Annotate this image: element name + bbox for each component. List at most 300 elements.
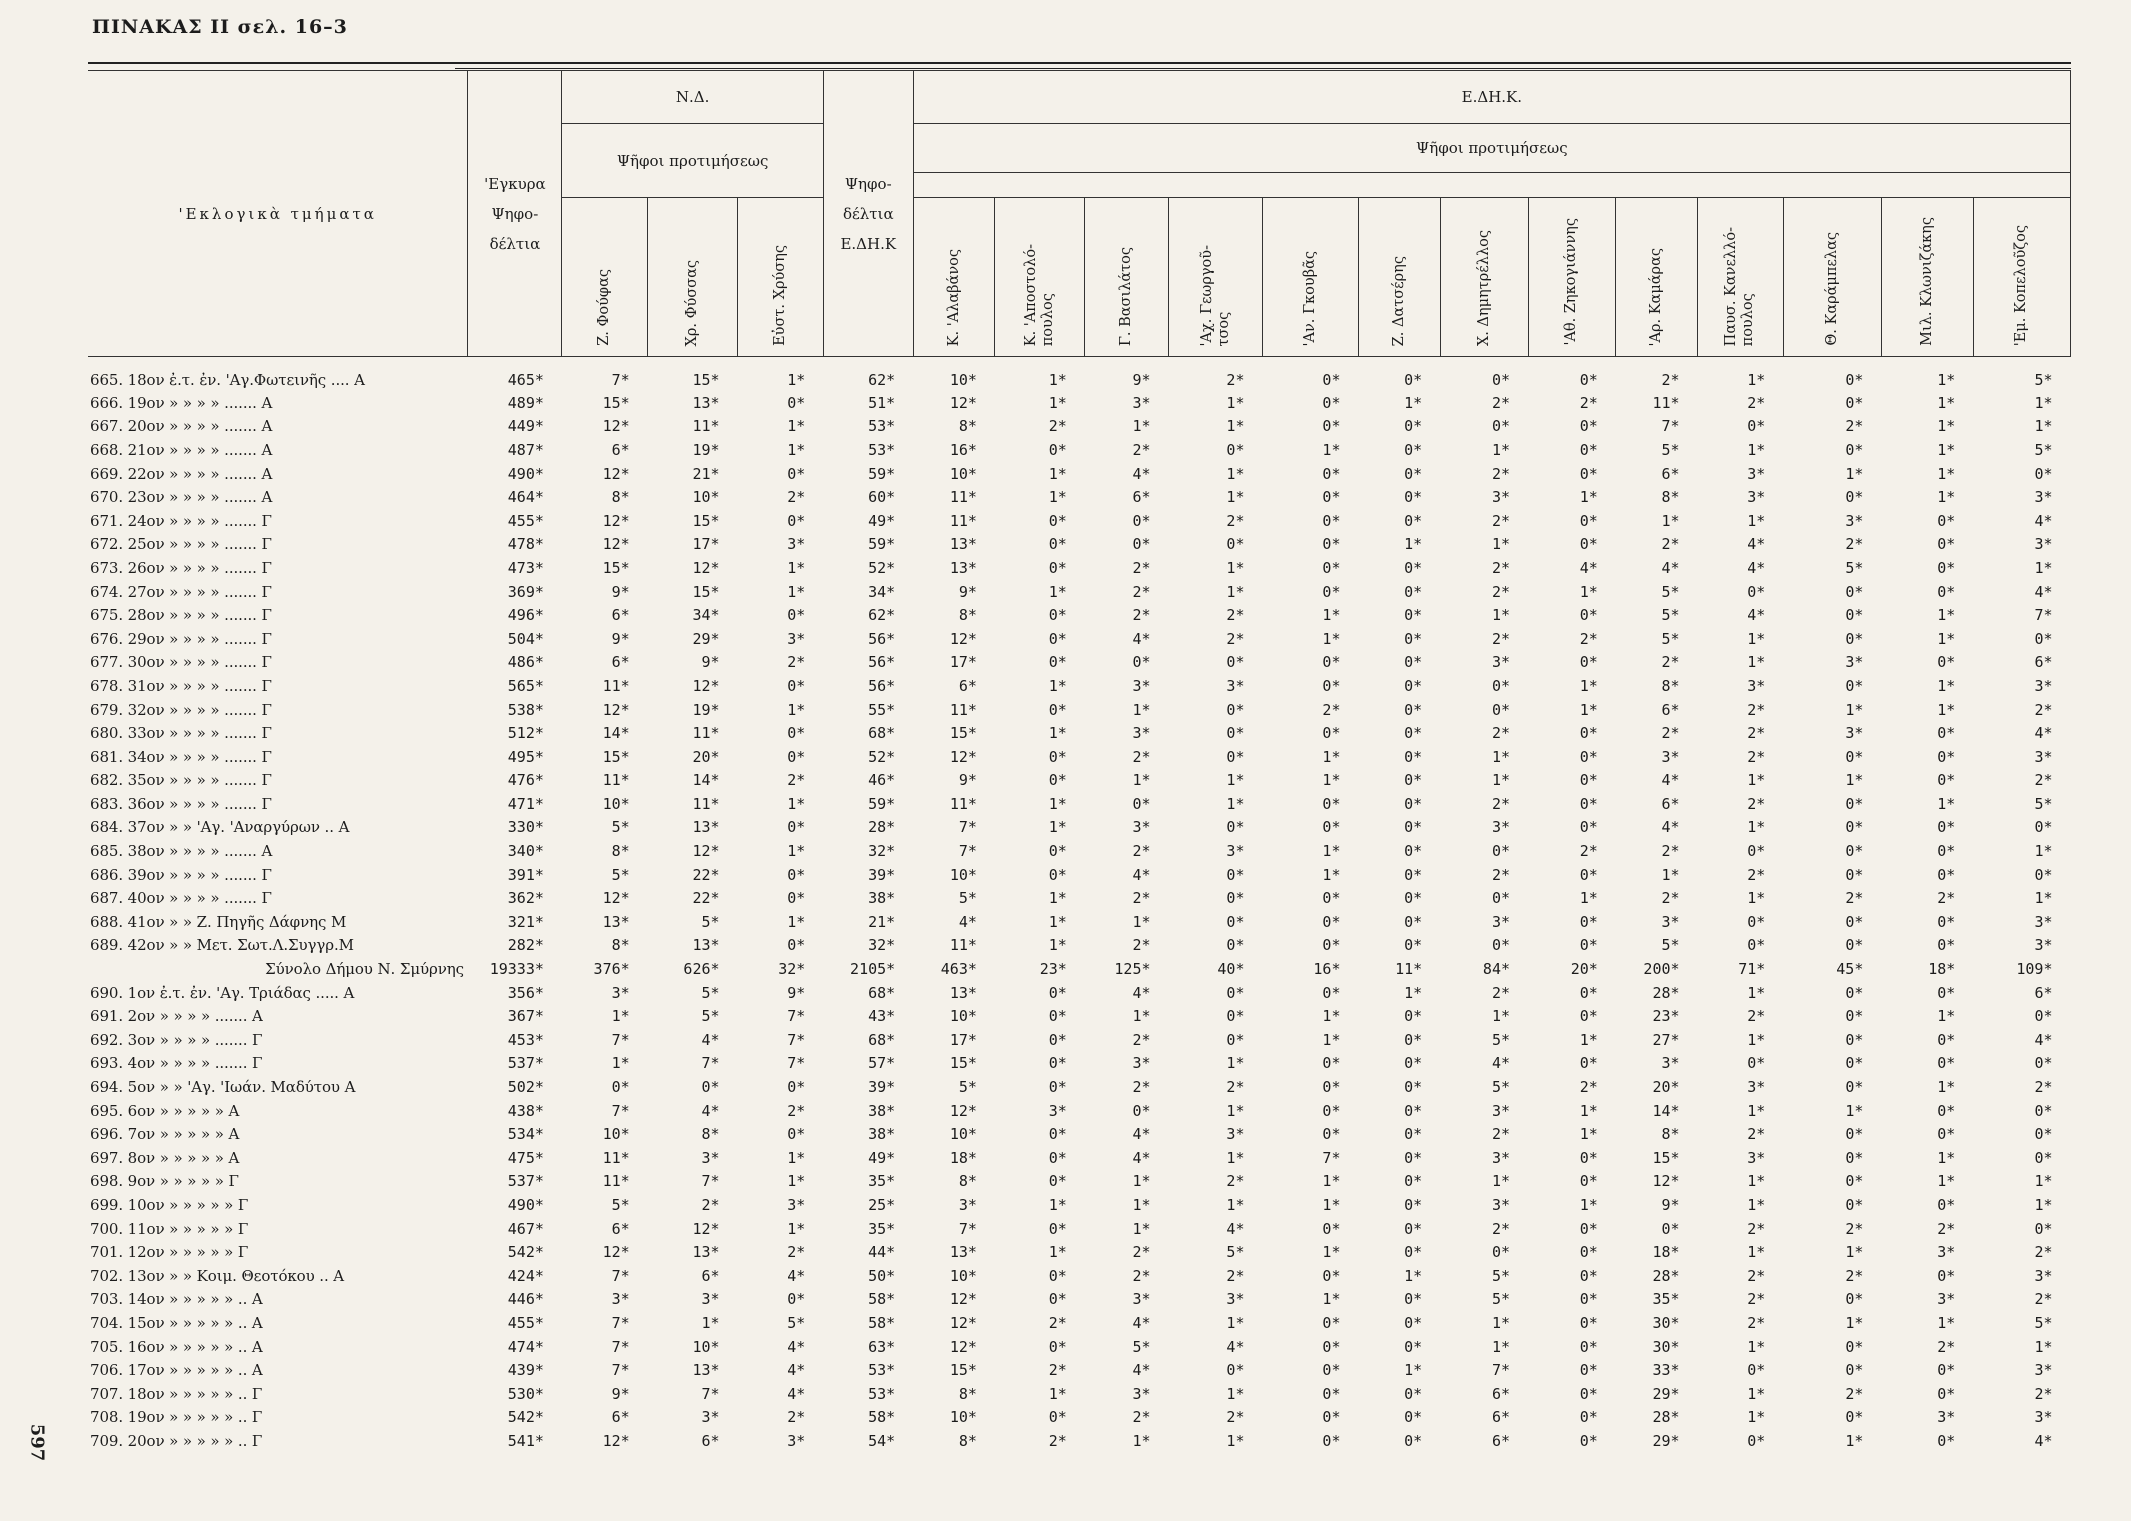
vote-cell: 12* (602, 1243, 630, 1262)
vote-cell: 0* (1845, 1007, 1864, 1026)
vote-cell: 1* (1747, 511, 1766, 530)
vote-cell: 0* (1404, 747, 1423, 766)
vote-cell: 453* (507, 1030, 544, 1049)
vote-cell: 7* (611, 1313, 630, 1332)
vote-cell: 2* (1747, 794, 1766, 813)
vote-cell: 20* (1570, 960, 1598, 979)
section-label: 693. 4ον » » » » ....... Γ (90, 1054, 263, 1073)
vote-cell: 58* (868, 1408, 896, 1427)
vote-cell: 3* (1132, 1290, 1151, 1309)
vote-cell: 68* (868, 983, 896, 1002)
vote-cell: 1* (1226, 794, 1245, 813)
vote-cell: 11* (692, 724, 720, 743)
vote-cell: 0* (1132, 653, 1151, 672)
vote-cell: 0* (1579, 535, 1598, 554)
vote-cell: 0* (787, 724, 806, 743)
vote-cell: 0* (1404, 1384, 1423, 1403)
vote-cell: 1* (1747, 889, 1766, 908)
table-row (88, 1004, 2071, 1028)
vote-cell: 1* (1937, 1078, 1956, 1097)
vote-cell: 20* (1652, 1078, 1680, 1097)
vote-cell: 7* (1322, 1148, 1341, 1167)
vote-cell: 4* (1661, 558, 1680, 577)
vote-cell: 0* (1226, 653, 1245, 672)
vote-cell: 0* (1404, 865, 1423, 884)
vote-cell: 0* (1322, 936, 1341, 955)
vote-cell: 0* (1579, 936, 1598, 955)
vote-cell: 13* (692, 393, 720, 412)
vote-cell: 0* (2034, 1125, 2053, 1144)
vote-cell: 23* (1652, 1007, 1680, 1026)
vote-cell: 15* (1652, 1148, 1680, 1167)
table-row (88, 462, 2071, 486)
section-label: 668. 21ον » » » » ....... Α (90, 440, 273, 459)
vote-cell: 1* (1491, 606, 1511, 625)
vote-cell: 0* (1937, 747, 1956, 766)
section-label: 678. 31ον » » » » ....... Γ (90, 676, 272, 695)
table-row (88, 627, 2071, 651)
vote-cell: 0* (1322, 1101, 1341, 1120)
vote-cell: 12* (949, 747, 977, 766)
vote-cell: 2* (1048, 1313, 1067, 1332)
vote-cell: 6* (611, 606, 630, 625)
vote-cell: 16* (949, 440, 977, 459)
vote-cell: 1* (1747, 629, 1766, 648)
table-row (88, 698, 2071, 722)
vote-cell: 0* (1404, 1148, 1423, 1167)
vote-cell: 0* (1845, 393, 1864, 412)
vote-cell: 0* (1579, 371, 1598, 389)
vote-cell: 1* (787, 440, 806, 459)
vote-cell: 15* (692, 371, 720, 389)
vote-cell: 0* (1661, 1219, 1680, 1238)
vote-cell: 1* (1404, 535, 1423, 554)
vote-cell: 1* (787, 794, 806, 813)
vote-cell: 32* (868, 842, 896, 861)
vote-cell: 4* (2034, 1431, 2053, 1450)
vote-cell: 5* (701, 1007, 720, 1026)
vote-cell: 49* (868, 511, 896, 530)
vote-cell: 3* (1661, 747, 1680, 766)
vote-cell: 7* (1661, 417, 1680, 436)
vote-cell: 0* (1937, 535, 1956, 554)
vote-cell: 1* (1048, 818, 1067, 837)
vote-cell: 2* (787, 488, 806, 507)
vote-cell: 4* (1132, 983, 1151, 1002)
vote-cell: 0* (1226, 724, 1245, 743)
nd-candidate-header-1 (562, 198, 648, 357)
vote-cell: 0* (2034, 629, 2053, 648)
vote-cell: 3* (1491, 488, 1511, 507)
vote-cell: 502* (507, 1078, 544, 1097)
vote-cell: 2* (1322, 700, 1341, 719)
vote-cell: 19* (692, 440, 720, 459)
vote-cell: 0* (787, 889, 806, 908)
vote-cell: 12* (602, 464, 630, 483)
vote-cell: 2* (1132, 936, 1151, 955)
section-label: 681. 34ον » » » » ....... Γ (90, 747, 272, 766)
section-label: 686. 39ον » » » » ....... Γ (90, 865, 272, 884)
vote-cell: 12* (692, 842, 720, 861)
vote-cell: 2* (1226, 606, 1245, 625)
vote-cell: 6* (1661, 700, 1680, 719)
edik-candidate-header-6 (1358, 198, 1440, 357)
vote-cell: 0* (1404, 1243, 1423, 1262)
vote-cell: 0* (1845, 747, 1864, 766)
vote-cell: 1* (611, 1054, 630, 1073)
vote-cell: 1* (1048, 582, 1067, 601)
section-label: 695. 6ον » » » » » Α (90, 1101, 240, 1120)
vote-cell: 4* (1226, 1337, 1245, 1356)
vote-cell: 2* (1747, 1125, 1766, 1144)
vote-cell: 68* (868, 1030, 896, 1049)
vote-cell: 0* (1226, 747, 1245, 766)
vote-cell: 0* (2034, 1219, 2053, 1238)
vote-cell: 537* (507, 1054, 544, 1073)
section-label: 689. 42ον » » Μετ. Σωτ.Λ.Συγγρ.Μ (90, 936, 354, 955)
section-label: 676. 29ον » » » » ....... Γ (90, 629, 272, 648)
vote-cell: 2* (1747, 747, 1766, 766)
vote-cell: 2* (1226, 1266, 1245, 1285)
vote-cell: 53* (868, 1361, 896, 1380)
vote-cell: 1* (2034, 889, 2053, 908)
vote-cell: 11* (602, 1148, 630, 1167)
vote-cell: 4* (1491, 1054, 1511, 1073)
vote-cell: 0* (1491, 842, 1511, 861)
vote-cell: 2* (1132, 1078, 1151, 1097)
vote-cell: 0* (1937, 936, 1956, 955)
vote-cell: 1* (1937, 1313, 1956, 1332)
vote-cell: 0* (1845, 912, 1864, 931)
table-row (88, 792, 2071, 816)
vote-cell: 0* (1579, 983, 1598, 1002)
vote-cell: 6* (611, 653, 630, 672)
vote-cell: 9* (701, 653, 720, 672)
vote-cell: 1* (1132, 1431, 1151, 1450)
vote-cell: 0* (1048, 511, 1067, 530)
vote-cell: 0* (1845, 1148, 1864, 1167)
vote-cell: 1* (1491, 440, 1511, 459)
vote-cell: 0* (1322, 1078, 1341, 1097)
vote-cell: 565* (507, 676, 544, 695)
vote-cell: 29* (1652, 1384, 1680, 1403)
vote-cell: 2* (1226, 1408, 1245, 1427)
vote-cell: 2* (1845, 1219, 1864, 1238)
vote-cell: 7* (958, 842, 977, 861)
vote-cell: 11* (602, 676, 630, 695)
vote-cell: 0* (1937, 771, 1956, 790)
vote-cell: 5* (1661, 936, 1680, 955)
vote-cell: 5* (1845, 558, 1864, 577)
table-row (88, 1052, 2071, 1076)
vote-cell: 8* (611, 488, 630, 507)
vote-cell: 56* (868, 629, 896, 648)
vote-cell: 2* (1845, 1266, 1864, 1285)
vote-cell: 9* (958, 771, 977, 790)
vote-cell: 52* (868, 747, 896, 766)
vote-cell: 0* (1322, 912, 1341, 931)
vote-cell: 4* (1132, 1148, 1151, 1167)
vote-cell: 0* (787, 511, 806, 530)
table-row (88, 556, 2071, 580)
vote-cell: 3* (1747, 676, 1766, 695)
vote-cell: 7* (2034, 606, 2053, 625)
section-label: 708. 19ον » » » » » .. Γ (90, 1408, 263, 1427)
vote-cell: 13* (949, 558, 977, 577)
vote-cell: 53* (868, 417, 896, 436)
vote-cell: 8* (958, 606, 977, 625)
vote-cell: 3* (1226, 1290, 1245, 1309)
vote-cell: 2* (1845, 889, 1864, 908)
vote-cell: 1* (1491, 747, 1511, 766)
nd-party-label: Ν.Δ. (675, 88, 710, 106)
vote-cell: 3* (1747, 1078, 1766, 1097)
vote-cell: 9* (1661, 1195, 1680, 1214)
vote-cell: 1* (1226, 558, 1245, 577)
vote-cell: 1* (1937, 393, 1956, 412)
vote-cell: 0* (1845, 488, 1864, 507)
vote-cell: 0* (1404, 417, 1423, 436)
vote-cell: 1* (2034, 393, 2053, 412)
vote-cell: 463* (940, 960, 977, 979)
vote-cell: 0* (1404, 1219, 1423, 1238)
vote-cell: 2* (1747, 1266, 1766, 1285)
vote-cell: 200* (1643, 960, 1680, 979)
vote-cell: 0* (1404, 1078, 1423, 1097)
vote-cell: 1* (1132, 700, 1151, 719)
vote-cell: 0* (1845, 1290, 1864, 1309)
vote-cell: 13* (949, 535, 977, 554)
vote-cell: 0* (1404, 1431, 1423, 1450)
vote-cell: 1* (1226, 417, 1245, 436)
vote-cell: 5* (958, 889, 977, 908)
vote-cell: 1* (1404, 983, 1423, 1002)
vote-cell: 1* (1322, 1007, 1341, 1026)
vote-cell: 21* (692, 464, 720, 483)
vote-cell: 2* (1226, 1078, 1245, 1097)
vote-cell: 56* (868, 676, 896, 695)
vote-cell: 0* (1579, 511, 1598, 530)
vote-cell: 7* (611, 1361, 630, 1380)
table-row (88, 357, 2071, 392)
vote-cell: 0* (1322, 676, 1341, 695)
vote-cell: 3* (1491, 653, 1511, 672)
vote-cell: 0* (1845, 865, 1864, 884)
vote-cell: 17* (692, 535, 720, 554)
vote-cell: 0* (1845, 1054, 1864, 1073)
vote-cell: 1* (1226, 488, 1245, 507)
vote-cell: 3* (611, 983, 630, 1002)
vote-cell: 1* (1048, 1243, 1067, 1262)
vote-cell: 1* (1048, 464, 1067, 483)
vote-cell: 4* (701, 1101, 720, 1120)
vote-cell: 5* (611, 865, 630, 884)
vote-cell: 0* (1845, 1030, 1864, 1049)
section-label: 667. 20ον » » » » ....... Α (90, 417, 273, 436)
vote-cell: 2* (1937, 1337, 1956, 1356)
edik-candidate-header-7 (1440, 198, 1528, 357)
vote-cell: 0* (1937, 511, 1956, 530)
vote-cell: 0* (1845, 582, 1864, 601)
vote-cell: 1* (1937, 606, 1956, 625)
vote-cell: 5* (1491, 1030, 1511, 1049)
vote-cell: 4* (1132, 1125, 1151, 1144)
section-label: 705. 16ον » » » » » .. Α (90, 1337, 263, 1356)
vote-cell: 0* (1226, 865, 1245, 884)
vote-cell: 4* (1747, 535, 1766, 554)
vote-cell: 2* (1132, 889, 1151, 908)
vote-cell: 3* (1048, 1101, 1067, 1120)
vote-cell: 1* (1048, 371, 1067, 389)
vote-cell: 2* (1048, 1431, 1067, 1450)
vote-cell: 3* (787, 629, 806, 648)
vote-cell: 12* (949, 1337, 977, 1356)
vote-cell: 2* (1226, 511, 1245, 530)
vote-cell: 0* (1048, 865, 1067, 884)
vote-cell: 0* (1404, 1313, 1423, 1332)
vote-cell: 0* (1404, 912, 1423, 931)
section-label: 690. 1ον ἐ.τ. ἐν. 'Αγ. Τριάδας ..... Α (90, 983, 355, 1002)
vote-cell: 5* (611, 1195, 630, 1214)
vote-cell: 0* (1579, 440, 1598, 459)
vote-cell: 0* (1937, 1125, 1956, 1144)
vote-cell: 68* (868, 724, 896, 743)
vote-cell: 3* (1845, 511, 1864, 530)
vote-cell: 537* (507, 1172, 544, 1191)
vote-cell: 2* (1491, 393, 1511, 412)
section-label: 709. 20ον » » » » » .. Γ (90, 1431, 263, 1450)
vote-cell: 2* (701, 1195, 720, 1214)
vote-cell: 0* (1937, 1101, 1956, 1120)
section-label: 694. 5ον » » 'Αγ. 'Ιωάν. Μαδύτου Α (90, 1078, 356, 1097)
vote-cell: 58* (868, 1313, 896, 1332)
table-row (88, 580, 2071, 604)
vote-cell: 0* (1404, 464, 1423, 483)
vote-cell: 44* (868, 1243, 896, 1262)
vote-cell: 63* (868, 1337, 896, 1356)
vote-cell: 10* (692, 1337, 720, 1356)
vote-cell: 4* (1661, 818, 1680, 837)
vote-cell: 0* (1845, 1125, 1864, 1144)
vote-cell: 2* (2034, 1384, 2053, 1403)
vote-cell: 9* (1132, 371, 1151, 389)
vote-cell: 11* (949, 936, 977, 955)
table-row (88, 1406, 2071, 1430)
vote-cell: 0* (1048, 1172, 1067, 1191)
vote-cell: 0* (1226, 1007, 1245, 1026)
vote-cell: 2* (1661, 889, 1680, 908)
vote-cell: 11* (1395, 960, 1423, 979)
vote-cell: 6* (2034, 983, 2053, 1002)
vote-cell: 109* (2016, 960, 2053, 979)
vote-cell: 6* (701, 1431, 720, 1450)
section-label: 697. 8ον » » » » » Α (90, 1148, 240, 1167)
vote-cell: 1* (1937, 629, 1956, 648)
table-row (88, 910, 2071, 934)
vote-cell: 1* (1491, 1337, 1511, 1356)
vote-cell: 17* (949, 1030, 977, 1049)
edik-candidate-name: Θ. Καράμπελας (1823, 232, 1840, 346)
results-table-container (88, 70, 2071, 1453)
vote-cell: 0* (1579, 1172, 1598, 1191)
vote-cell: 0* (787, 676, 806, 695)
vote-cell: 486* (507, 653, 544, 672)
vote-cell: 18* (949, 1148, 977, 1167)
vote-cell: 3* (1937, 1243, 1956, 1262)
vote-cell: 1* (1491, 535, 1511, 554)
table-row (88, 769, 2071, 793)
vote-cell: 1* (787, 1219, 806, 1238)
vote-cell: 53* (868, 440, 896, 459)
vote-cell: 8* (701, 1125, 720, 1144)
vote-cell: 2* (787, 1101, 806, 1120)
vote-cell: 0* (1579, 1408, 1598, 1427)
vote-cell: 0* (1845, 629, 1864, 648)
edik-preference-header (913, 124, 2070, 173)
vote-cell: 59* (868, 535, 896, 554)
vote-cell: 0* (1937, 1030, 1956, 1049)
vote-cell: 3* (2034, 912, 2053, 931)
vote-cell: 2* (1747, 865, 1766, 884)
vote-cell: 0* (1845, 842, 1864, 861)
vote-cell: 5* (2034, 440, 2053, 459)
vote-cell: 1* (1747, 1101, 1766, 1120)
vote-cell: 0* (1132, 1101, 1151, 1120)
section-label: 671. 24ον » » » » ....... Γ (90, 511, 272, 530)
vote-cell: 0* (1048, 1007, 1067, 1026)
vote-cell: 12* (949, 393, 977, 412)
table-row (88, 721, 2071, 745)
table-row (88, 1288, 2071, 1312)
vote-cell: 5* (787, 1313, 806, 1332)
vote-cell: 125* (1114, 960, 1151, 979)
vote-cell: 3* (1132, 393, 1151, 412)
vote-cell: 3* (1132, 1384, 1151, 1403)
vote-cell: 0* (1579, 1007, 1598, 1026)
vote-cell: 15* (602, 393, 630, 412)
vote-cell: 8* (1661, 1125, 1680, 1144)
section-label: 670. 23ον » » » » ....... Α (90, 488, 273, 507)
vote-cell: 21* (868, 912, 896, 931)
vote-cell: 12* (949, 629, 977, 648)
vote-cell: 0* (1579, 1431, 1598, 1450)
edik-candidate-header-11 (1783, 198, 1881, 357)
vote-cell: 1* (2034, 842, 2053, 861)
vote-cell: 11* (602, 771, 630, 790)
vote-cell: 1* (1226, 1313, 1245, 1332)
vote-cell: 0* (1322, 1384, 1341, 1403)
vote-cell: 13* (602, 912, 630, 931)
vote-cell: 0* (1322, 464, 1341, 483)
vote-cell: 0* (1404, 440, 1423, 459)
vote-cell: 29* (1652, 1431, 1680, 1450)
vote-cell: 2* (787, 653, 806, 672)
vote-cell: 1* (1226, 582, 1245, 601)
vote-cell: 0* (1845, 794, 1864, 813)
vote-cell: 4* (2034, 1030, 2053, 1049)
vote-cell: 0* (1404, 1030, 1423, 1049)
vote-cell: 0* (1132, 794, 1151, 813)
vote-cell: 1* (1845, 1431, 1864, 1450)
vote-cell: 376* (593, 960, 630, 979)
vote-cell: 13* (692, 818, 720, 837)
vote-cell: 2* (1132, 1030, 1151, 1049)
vote-cell: 2* (1491, 724, 1511, 743)
vote-cell: 12* (602, 417, 630, 436)
vote-cell: 0* (1048, 1408, 1067, 1427)
vote-cell: 1* (1747, 1384, 1766, 1403)
vote-cell: 35* (868, 1172, 896, 1191)
